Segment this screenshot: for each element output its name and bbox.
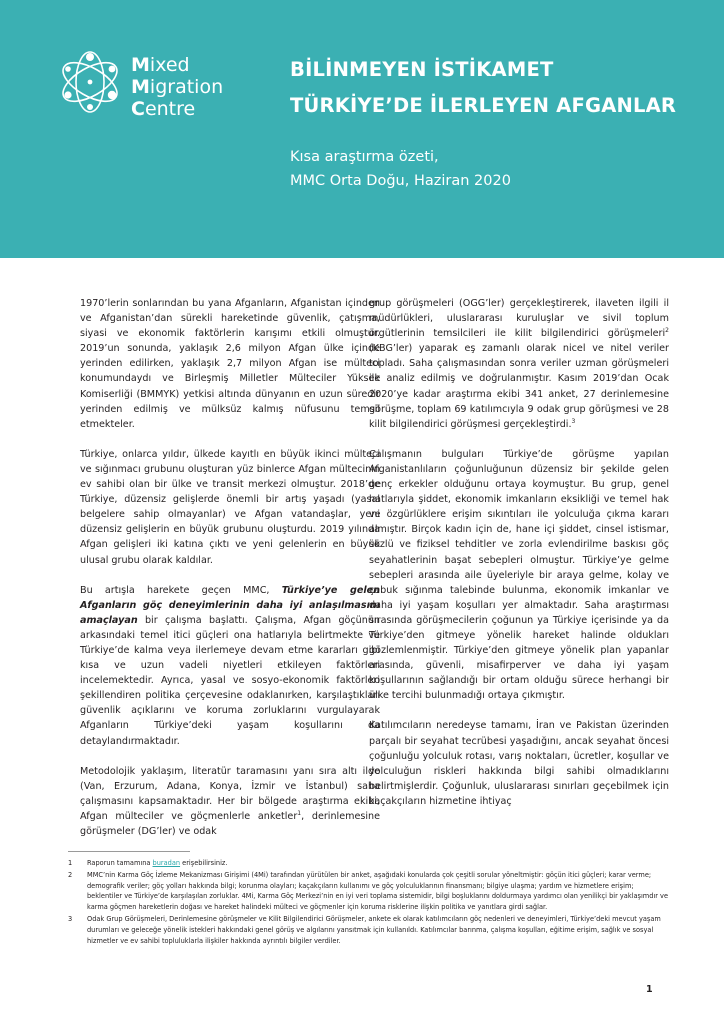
footnotes	[68, 858, 668, 947]
subtitle-line-2: MMC Orta Doğu, Haziran 2020	[290, 173, 511, 189]
footnote-number: 1	[68, 859, 73, 867]
paragraph: Katılımcıların neredeyse tamamı, İran ve Pakistan üzerinden parçalı bir seyahat tecrübesi yaşadığını, ancak seyahat öncesi çoğunluğu yolculuk rotası, varış noktaları, ücretler, koşullar ve yolculuğun riskleri hakkında bilgi sahibi olmadıklarını belirtmişlerdir. Çoğunluk, uluslararası sınırları geçebilmek için kaçakçıların hizmetine ihtiyaç	[369, 720, 669, 807]
page-number: 1	[646, 984, 653, 995]
footnote-number: 2	[68, 870, 73, 879]
header-banner	[0, 0, 724, 258]
footnote-number: 3	[68, 914, 73, 923]
emphasis: Türkiye’ye gelen Afganların göç deneyimlerinin daha iyi anlaşılmasını amaçlayan	[80, 584, 380, 626]
footnote-ref[interactable]: 3	[571, 417, 576, 425]
report-link[interactable]: buradan	[152, 859, 181, 867]
footnote: 1 Raporun tamamına buradan erişebilirsiniz.	[68, 859, 228, 867]
paragraph: Metodolojik yaklaşım, literatür taramasını yanı sıra altı ilde (Van, Erzurum, Adana, Konya, İzmir ve İstanbul) saha çalışmasını kapsamaktadır. Her bir bölgede araştırma ekibi, Afgan mülteciler ve göçmenlerle anketler$^1$, derinlemesine görüşmeler (DG’ler) ve odak	[80, 765, 380, 837]
subtitle	[290, 145, 511, 193]
paragraph: Bu artışla harekete geçen MMC, Türkiye’ye gelen Afganların göç deneyimlerinin daha iyi anlaşılmasını amaçlayan bir çalışma başlattı. Çalışma, Afgan göçünün arkasındaki temel itici güçleri ona hatlarıyla belirtmekte ve Türkiye’de kalma veya ilerlemeye devam etme kararları gibi kısa ve uzun vadeli niyetleri etkileyen faktörleri incelemektedir. Ayrıca, yasal ve sosyo-ekonomik faktörleri şekillendiren politika çerçevesine odaklanırken, karşılaştıkları güvenlik açıklarını ve koruma zorluklarını vurgulayarak Afganların Türkiye’deki yaşam koşullarını da detaylandırmaktadır.	[80, 584, 380, 747]
right-column	[369, 296, 669, 824]
paragraph: Türkiye, onlarca yıldır, ülkede kayıtlı en büyük ikinci mülteci ve sığınmacı grubunu oluşturan yüz binlerce Afgan mültecinin ev sahibi olan bir ülke ve transit merkezi olmuştur. 2018’de Türkiye, düzensiz gelişlerde önemli bir artış yaşadı (yasal belgelere sahip olmayanlar) ve Afgan vatandaşlar, yeni düzensiz gelişlerin en büyük grubunu oluşturdu. 2019 yılında Afgan gelişleri iki katına çıktı ve yeni gelenlerin en büyük ulusal grubu olarak kaldılar.	[80, 448, 380, 566]
footnote: 2 MMC’nin Karma Göç İzleme Mekanizması Girişimi (4Mi) tarafından yürütülen bir anket, aşağıdaki konularda çok çeşitli sorular yöneltmiştir: göçün itici güçleri; karar verme; demografik veriler; göç yolları hakkında bilgi; korunma olayları; kaçakçıların kullanımı ve göç yolculuklarının finansmanı; bilgiye ulaşma; yardım ve hizmetlere erişim; beklentiler ve Türkiye’de karşılaşılan zorluklar. 4Mi, Karma Göç Merkezi’nin en iyi veri toplama sistemidir, bilgi boşluklarını doldurmaya yardımcı olan yenilikçi bir yaklaşımdır ve karma göçmen hareketlerin doğası ve hareket halindeki mülteci ve göçmenler için koruma risklerine ilişkin politika ve yanıtlara girdi sağlar.	[68, 870, 668, 912]
left-column	[80, 296, 380, 854]
footnote-divider	[68, 851, 190, 852]
mmc-logo-icon	[57, 49, 123, 115]
subtitle-line-1: Kısa araştırma özeti,	[290, 149, 439, 165]
title-line-2: TÜRKİYE’DE İLERLEYEN AFGANLAR	[290, 94, 677, 117]
footnote: 3 Odak Grup Görüşmeleri, Derinlemesine görüşmeler ve Kilit Bilgilendirici Görüşmeler, ankete ek olarak katılımcıların göç nedenleri ve deneyimleri, Türkiye’deki mevcut yaşam durumları ve geleceğe yönelik istekleri hakkındaki genel görüş ve algılarını yansıtmak için kullanıldı. Katılımcılar barınma, çalışma koşulları, eğitime erişim, sağlık ve sosyal hizmetler ve ev sahibi topluluklarla ilişkiler hakkında ayrıntılı bilgiler verdiler.	[68, 914, 661, 945]
logo-wordmark: Mixed Migration Centre	[131, 54, 224, 120]
paragraph: 1970’lerin sonlarından bu yana Afganların, Afganistan içinden ve Afganistan’dan sürekli hareketinde güvenlik, çatışma, siyasi ve ekonomik faktörlerin karışımı etkili olmuştur. 2019’un sonunda, yaklaşık 2,6 milyon Afgan ülke içinde yerinden edilirken, yaklaşık 2,7 milyon Afgan ise mülteci konumundaydı ve Birleşmiş Milletler Mülteciler Yüksek Komiserliği (BMMYK) yetkisi altında dünyanın en uzun süredir yerinden edilmiş ve mülksüz kalmış nüfusunu temsil etmekteler.	[80, 298, 380, 430]
paragraph: grup görüşmeleri (OGG’ler) gerçekleştirerek, ilaveten ilgili il müdürlükleri, uluslararası kuruluşlar ve sivil toplum örgütlerinin temsilcileri ile kilit bilgilendirici görüşmeleri$^2$ (KBG’ler) yaparak eş zamanlı olarak nicel ve nitel veriler topladı. Saha çalışmasından sonra veriler uzman görüşmeleri ile analiz edilmiş ve doğrulanmıştır. Kasım 2019’dan Ocak 2020’ye kadar araştırma ekibi 341 anket, 27 derinlemesine görüşme, toplam 69 katılımcıyla 9 odak grup görüşmesi ve 28 kilit bilgilendirici görüşmesi gerçekleştirdi.$^3$	[369, 298, 669, 430]
paragraph: Çalışmanın bulguları Türkiye’de görüşme yapılan Afganistanlıların çoğunluğunun düzensiz bir şekilde gelen genç erkekler olduğunu ortaya koymuştur. Bu grup, genel hatlarıyla şiddet, ekonomik imkanların eksikliği ve temel hak ve özgürlüklere erişim sıkıntıları ile yolculuğa çıkma kararı almıştır. Birçok kadın için de, hane içi şiddet, cinsel istismar, sözlü ve fiziksel tehditler ve zorla evlendirilme baskısı göç seyahatlerinin başat sebepleri olmuştur. Türkiye’ye gelme sebepleri arasında aile üyeleriyle bir araya gelme, kolay ve çabuk sığınma talebinde bulunma, ekonomik imkanlar ve daha iyi yaşam koşulları yer almaktadır. Saha araştırması sırasında görüşmecilerin çoğunun ya Türkiye içerisinde ya da Türkiye’den gitmeye yönelik hareket halinde oldukları gözlemlenmiştir. Türkiye’den gitmeye yönelik plan yapanlar arasında, güvenli, misafirperver ve daha iyi yaşam koşullarının sağlandığı bir ortam olduğu sürece herhangi bir ülke tercihi bulunmadığı ortaya çıkmıştır.	[369, 448, 669, 702]
footnote-ref[interactable]: 2	[665, 327, 669, 334]
footnote-ref[interactable]: 1	[297, 809, 302, 817]
title-line-1: BİLİNMEYEN İSTİKAMET	[290, 58, 554, 81]
